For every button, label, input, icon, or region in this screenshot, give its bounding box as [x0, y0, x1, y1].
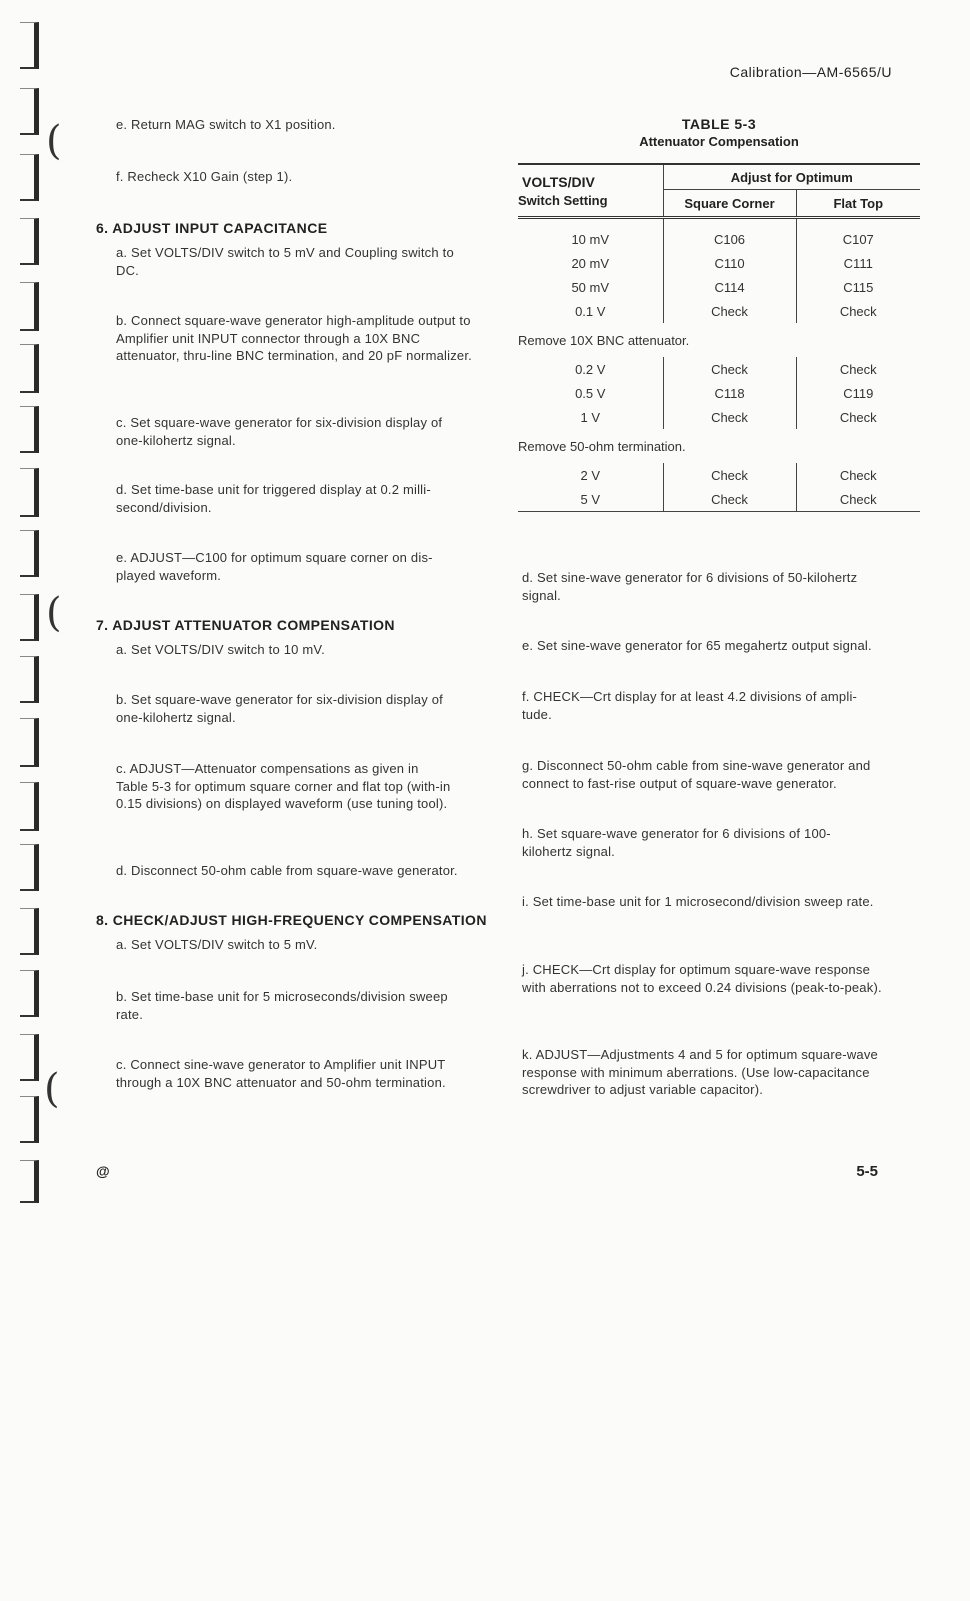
table-subtitle: Attenuator Compensation [639, 134, 799, 149]
step-6c: c. Set square-wave generator for six-division display of one-kilohertz signal. [116, 415, 443, 448]
binding-mark [20, 782, 39, 831]
table-note: Remove 10X BNC attenuator. [518, 332, 690, 348]
table-row: 0.5 V C118 C119 [518, 381, 920, 405]
step-7c: c. ADJUST—Attenuator compensations as given in Table 5-3 for optimum square corner and flat top (with-in 0.15 divisions) on displayed waveform (use tuning tool). [116, 761, 451, 811]
step-6b: b. Connect square-wave generator high-amplitude output to Amplifier unit INPUT connector through a 10X BNC attenuator, thru-line BNC termination, and 20 pF normalizer. [116, 313, 472, 363]
step-7b: b. Set square-wave generator for six-division display of one-kilohertz signal. [116, 692, 443, 725]
table-row: 0.2 V Check Check [518, 357, 920, 381]
step-8f: f. CHECK—Crt display for at least 4.2 divisions of ampli-tude. [522, 689, 858, 722]
table-row: 1 V Check Check [518, 405, 920, 429]
step-8b: b. Set time-base unit for 5 microseconds/division sweep rate. [116, 989, 448, 1022]
binding-edge [0, 0, 60, 1601]
binding-mark [20, 530, 39, 577]
binding-mark [20, 344, 39, 393]
binding-ring-mark: ( [44, 1066, 60, 1112]
binding-mark [20, 844, 39, 891]
binding-ring-mark: ( [46, 118, 62, 164]
step-8k: k. ADJUST—Adjustments 4 and 5 for optimum square-wave response with minimum aberrations. (Use low-capacitance screwdriver to adjust variable capacitor). [522, 1047, 878, 1097]
group-header-adjust: Adjust for Optimum [663, 164, 920, 190]
binding-mark [20, 22, 39, 69]
table-row: 0.1 V Check Check [518, 299, 920, 323]
step-8d: d. Set sine-wave generator for 6 divisions of 50-kilohertz signal. [522, 570, 858, 603]
binding-ring-mark: ( [46, 590, 62, 636]
table-header-row [518, 164, 920, 190]
column-header-volts-div [518, 164, 663, 218]
section-8-title: 8. CHECK/ADJUST HIGH-FREQUENCY COMPENSATION [96, 912, 487, 928]
binding-mark [20, 468, 39, 517]
step-8j: j. CHECK—Crt display for optimum square-wave response with aberrations not to exceed 0.24 divisions (peak-to-peak). [522, 962, 882, 995]
column-header-square-corner: Square Corner [663, 190, 796, 218]
binding-mark [20, 282, 39, 331]
running-header: Calibration—AM-6565/U [729, 64, 892, 80]
binding-mark [20, 218, 39, 265]
column-header-line: VOLTS/DIV [522, 173, 595, 190]
table-note-row [518, 429, 920, 463]
step-8a: a. Set VOLTS/DIV switch to 5 mV. [116, 937, 318, 952]
column-header-flat-top: Flat Top [796, 190, 920, 218]
binding-mark [20, 154, 39, 201]
step-8g: g. Disconnect 50-ohm cable from sine-wave generator and connect to fast-rise output of square-wave generator. [522, 758, 871, 791]
step-6d: d. Set time-base unit for triggered display at 0.2 milli-second/division. [116, 482, 431, 515]
binding-mark [20, 88, 39, 135]
binding-mark [20, 1160, 39, 1203]
step-8i: i. Set time-base unit for 1 microsecond/division sweep rate. [522, 894, 874, 909]
section-6-title: 6. ADJUST INPUT CAPACITANCE [96, 220, 328, 236]
binding-mark [20, 908, 39, 955]
step-8h: h. Set square-wave generator for 6 divisions of 100-kilohertz signal. [522, 826, 831, 859]
binding-mark [20, 718, 39, 767]
step-8c: c. Connect sine-wave generator to Amplifier unit INPUT through a 10X BNC attenuator and 50-ohm termination. [116, 1057, 446, 1090]
column-header-line: Switch Setting [518, 192, 608, 208]
binding-mark [20, 1034, 39, 1081]
binding-mark [20, 406, 39, 453]
binding-mark [20, 970, 39, 1017]
step-5e: e. Return MAG switch to X1 position. [116, 117, 336, 132]
step-6e: e. ADJUST—C100 for optimum square corner on dis-played waveform. [116, 550, 433, 583]
table-row: 2 V Check Check [518, 463, 920, 487]
table-row: 50 mV C114 C115 [518, 275, 920, 299]
binding-mark [20, 594, 39, 641]
table-note: Remove 50-ohm termination. [518, 438, 686, 454]
footer-mark: @ [96, 1163, 110, 1179]
table-row: 5 V Check Check [518, 487, 920, 512]
step-5f: f. Recheck X10 Gain (step 1). [116, 169, 293, 184]
table-title: TABLE 5-3 [681, 116, 757, 132]
section-7-title: 7. ADJUST ATTENUATOR COMPENSATION [96, 617, 395, 633]
table-row: 10 mV C106 C107 [518, 218, 920, 252]
binding-mark [20, 656, 39, 703]
step-7a: a. Set VOLTS/DIV switch to 10 mV. [116, 642, 325, 657]
table-row: 20 mV C110 C111 [518, 251, 920, 275]
page-number: 5-5 [856, 1163, 878, 1180]
step-8e: e. Set sine-wave generator for 65 megahertz output signal. [522, 638, 872, 653]
step-6a: a. Set VOLTS/DIV switch to 5 mV and Coupling switch to DC. [116, 245, 454, 278]
table-note-row [518, 323, 920, 357]
binding-mark [20, 1096, 39, 1143]
attenuator-compensation-table [518, 163, 920, 512]
step-7d: d. Disconnect 50-ohm cable from square-wave generator. [116, 863, 458, 878]
